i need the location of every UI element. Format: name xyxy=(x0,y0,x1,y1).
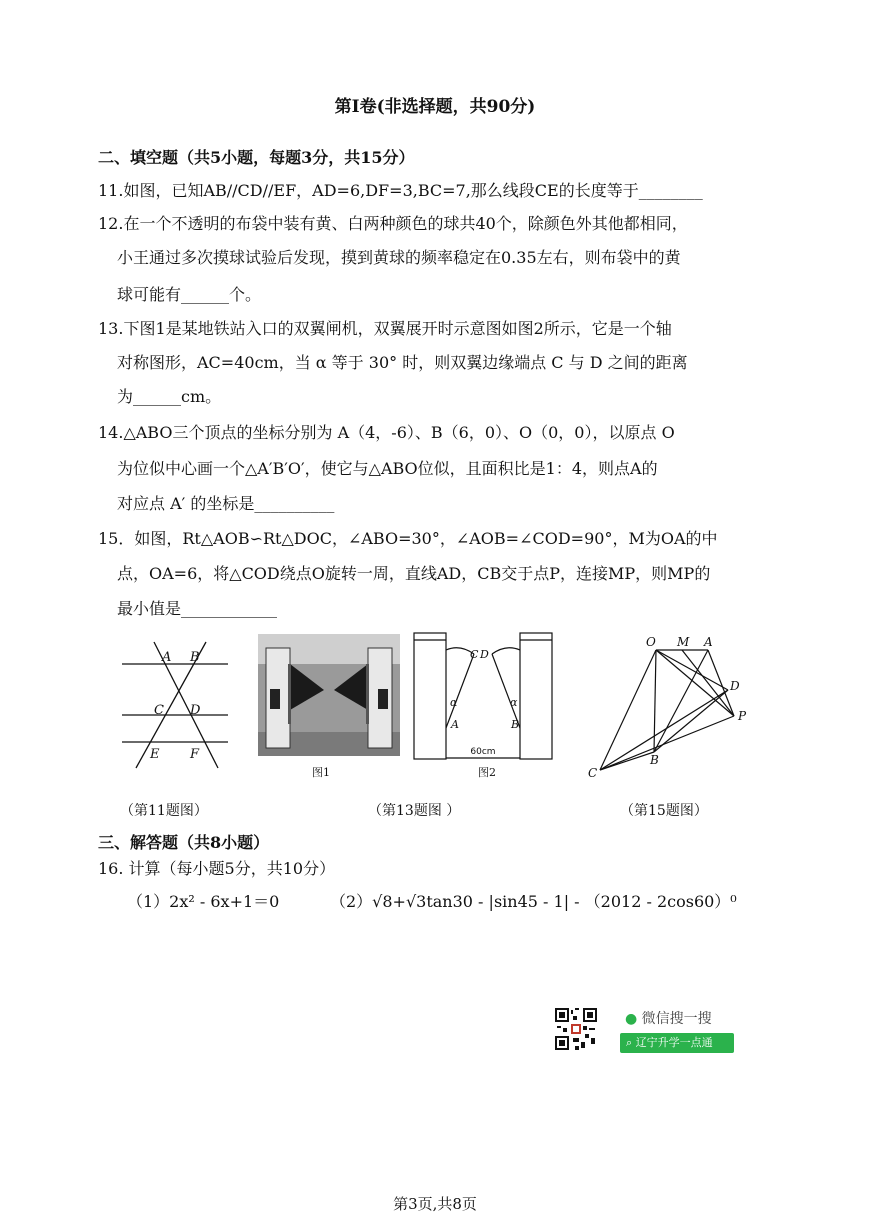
fig15-label-a: A xyxy=(704,635,713,649)
question-13-line3: 为______cm。 xyxy=(117,387,222,406)
fig13-width-label: 60cm xyxy=(470,747,496,757)
fig15-label-p: P xyxy=(738,709,747,723)
wechat-search-button-label: 辽宁升学一点通 xyxy=(635,1036,713,1049)
question-12-line3: 球可能有______个。 xyxy=(117,285,262,304)
fig11-label-d: D xyxy=(190,703,201,718)
fig15-label-b: B xyxy=(650,753,659,767)
fig11-label-f: F xyxy=(190,747,200,762)
search-icon: ⌕ xyxy=(626,1036,633,1049)
question-11: 11.如图，已知AB//CD//EF，AD=6,DF=3,BC=7,那么线段CE的长度等于________ xyxy=(98,181,703,200)
caption-fig-15: （第15题图） xyxy=(620,803,708,819)
question-15-line1: 15．如图，Rt△AOB∽Rt△DOC，∠ABO=30°，∠AOB=∠COD=90°，M为OA的中 xyxy=(98,529,718,548)
question-16-heading: 16. 计算（每小题5分，共10分） xyxy=(98,859,336,878)
question-12-line2: 小王通过多次摸球试验后发现，摸到黄球的频率稳定在0.35左右，则布袋中的黄 xyxy=(117,248,681,267)
fig13-label-c: C xyxy=(470,648,479,661)
question-15-line3: 最小值是____________ xyxy=(117,599,278,618)
fig13-label-b: B xyxy=(511,718,520,731)
wechat-search-label xyxy=(625,1008,712,1028)
caption-fig-11: （第11题图） xyxy=(120,803,208,819)
section-2-heading: 二、填空题（共5小题，每题3分，共15分） xyxy=(98,148,415,167)
fig11-label-b: B xyxy=(190,650,200,665)
question-16-part-1: （1）2x² - 6x+1＝0 xyxy=(127,892,280,911)
page-title: 第Ⅰ卷(非选择题，共90分) xyxy=(334,97,536,117)
fig13-label-d: D xyxy=(480,648,489,661)
figure-13-schematic xyxy=(408,630,558,770)
figure-13-photo xyxy=(258,634,400,756)
question-12-line1: 12.在一个不透明的布袋中装有黄、白两种颜色的球共40个，除颜色外其他都相同， xyxy=(98,214,688,233)
fig11-label-a: A xyxy=(162,650,172,665)
fig13-label-alpha-right: α xyxy=(510,696,518,709)
figure-13-caption-2: 图2 xyxy=(478,766,496,779)
figure-15-diagram xyxy=(584,634,754,784)
qr-code-icon xyxy=(555,1008,597,1050)
question-14-line1: 14.△ABO三个顶点的坐标分别为 A（4，-6）、B（6，0）、O（0，0），以原点 O xyxy=(98,423,675,442)
figure-13-caption-1: 图1 xyxy=(312,766,330,779)
question-14-line2: 为位似中心画一个△A′B′O′，使它与△ABO位似，且面积比是1：4，则点A的 xyxy=(117,459,658,478)
question-13-line2: 对称图形，AC=40cm，当 α 等于 30° 时，则双翼边缘端点 C 与 D 之间的距离 xyxy=(117,353,688,372)
fig13-label-alpha-left: α xyxy=(450,696,458,709)
question-15-line2: 点，OA=6，将△COD绕点O旋转一周，直线AD，CB交于点P，连接MP，则MP的 xyxy=(117,564,711,583)
question-13-line1: 13.下图1是某地铁站入口的双翼闸机，双翼展开时示意图如图2所示，它是一个轴 xyxy=(98,319,672,338)
question-14-line3: 对应点 A′ 的坐标是__________ xyxy=(117,494,335,513)
fig11-label-c: C xyxy=(154,703,164,718)
wechat-search-button[interactable] xyxy=(620,1033,734,1053)
fig15-label-d: D xyxy=(730,679,740,693)
fig15-label-c: C xyxy=(588,766,598,780)
section-3-heading: 三、解答题（共8小题） xyxy=(98,833,270,852)
wechat-icon: ● xyxy=(625,1011,638,1027)
fig13-label-a: A xyxy=(451,718,459,731)
fig15-label-o: O xyxy=(646,635,656,649)
caption-fig-13: （第13题图 ） xyxy=(368,803,461,819)
figure-11-diagram xyxy=(118,636,230,772)
question-16-part-2: （2）√8+√3tan30 - |sin45 - 1| - （2012 - 2cos60）⁰ xyxy=(330,892,737,911)
fig15-label-m: M xyxy=(677,635,690,649)
fig11-label-e: E xyxy=(150,747,160,762)
page-footer: 第3页,共8页 xyxy=(393,1195,477,1213)
wechat-search-text: 微信搜一搜 xyxy=(641,1011,712,1027)
